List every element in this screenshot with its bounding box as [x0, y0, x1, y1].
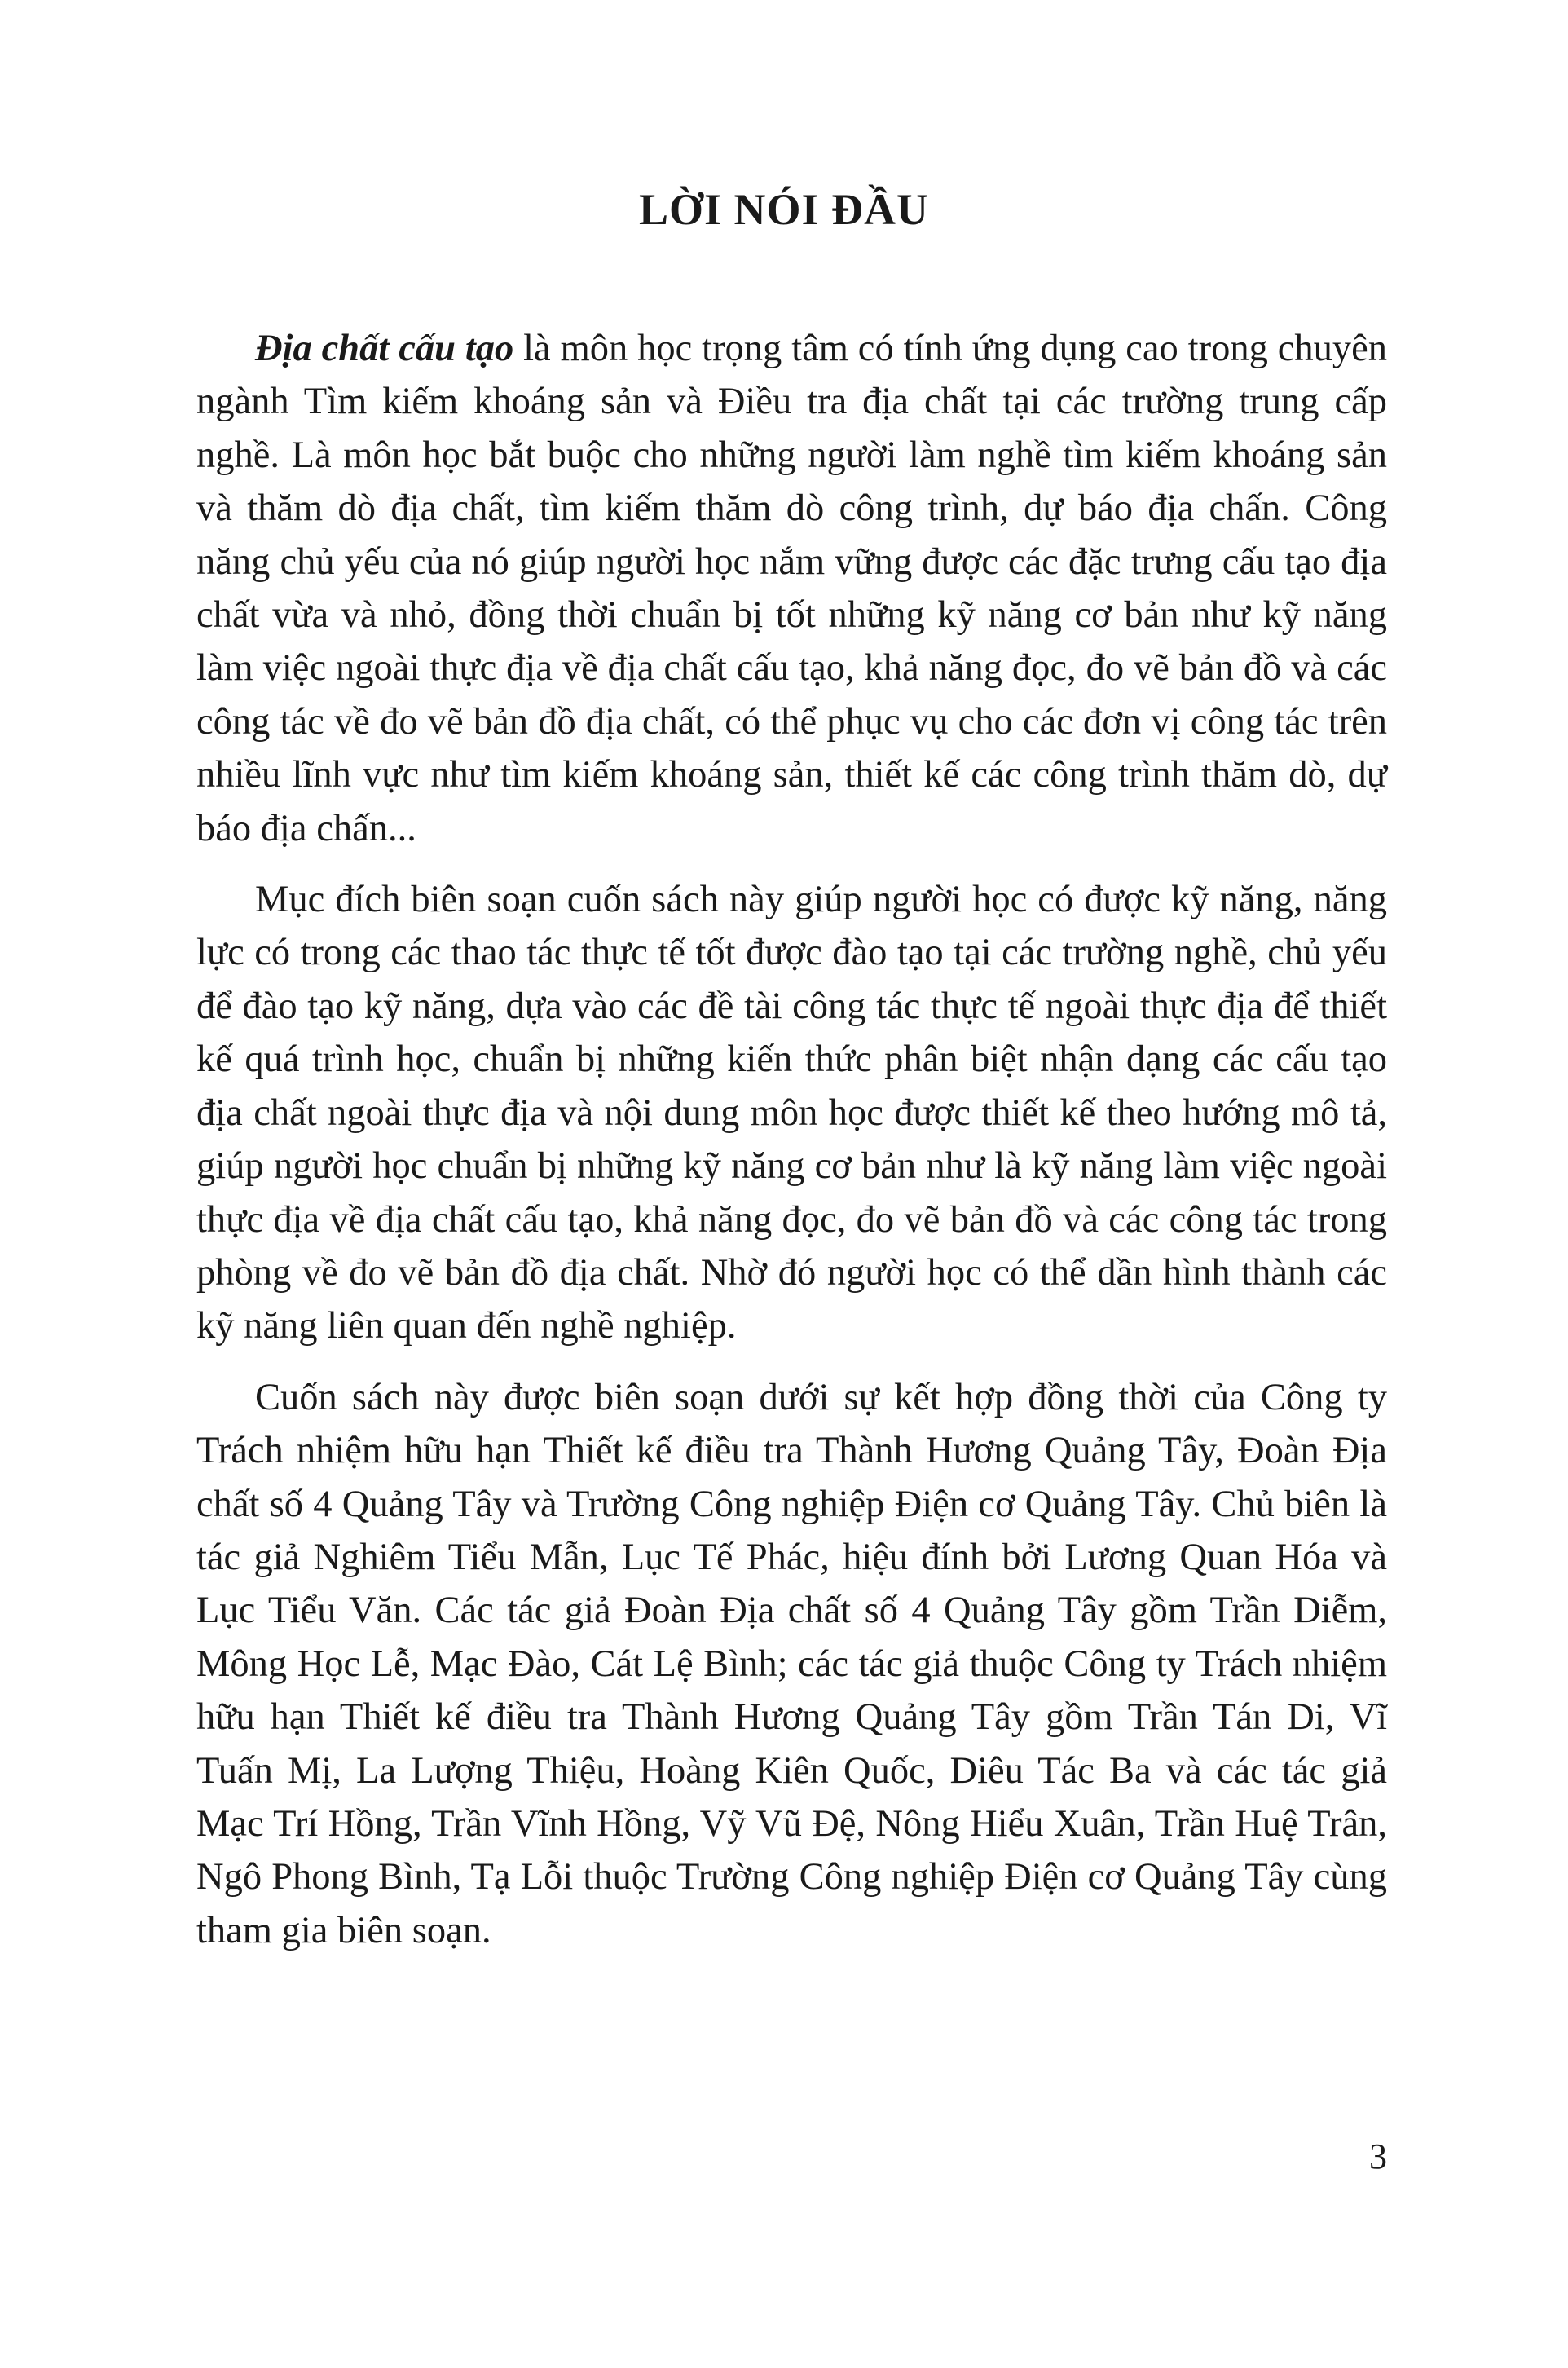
page-number: 3 — [1369, 2136, 1387, 2176]
paragraph-2 — [196, 873, 1387, 1353]
paragraph-2-text: Mục đích biên soạn cuốn sách này giúp người học có được kỹ năng, năng lực có trong các thao tác thực tế tốt được đào tạo tại các trường nghề, chủ yếu để đào tạo kỹ năng, dựa vào các đề tài công tác thực tế ngoài thực địa để thiết kế quá trình học, chuẩn bị những kiến thức phân biệt nhận dạng các cấu tạo địa chất ngoài thực địa và nội dung môn học được thiết kế theo hướng mô tả, giúp người học chuẩn bị những kỹ năng cơ bản như là kỹ năng làm việc ngoài thực địa về địa chất cấu tạo, khả năng đọc, đo vẽ bản đồ và các công tác trong phòng về đo vẽ bản đồ địa chất. Nhờ đó người học có thể dần hình thành các kỹ năng liên quan đến nghề nghiệp. — [196, 879, 1387, 1347]
paragraph-1-emphasis: Địa chất cấu tạo — [255, 328, 514, 369]
page-title: LỜI NÓI ĐẦU — [638, 185, 930, 234]
paragraph-3-text: Cuốn sách này được biên soạn dưới sự kết hợp đồng thời của Công ty Trách nhiệm hữu hạn Thiết kế điều tra Thành Hương Quảng Tây, Đoàn Địa chất số 4 Quảng Tây và Trường Công nghiệp Điện cơ Quảng Tây. Chủ biên là tác giả Nghiêm Tiểu Mẫn, Lục Tế Phác, hiệu đính bởi Lương Quan Hóa và Lục Tiểu Văn. Các tác giả Đoàn Địa chất số 4 Quảng Tây gồm Trần Diễm, Mông Học Lễ, Mạc Đào, Cát Lệ Bình; các tác giả thuộc Công ty Trách nhiệm hữu hạn Thiết kế điều tra Thành Hương Quảng Tây gồm Trần Tán Di, Vĩ Tuấn Mị, La Lượng Thiệu, Hoàng Kiên Quốc, Diêu Tác Ba và các tác giả Mạc Trí Hồng, Trần Vĩnh Hồng, Vỹ Vũ Đệ, Nông Hiểu Xuân, Trần Huệ Trân, Ngô Phong Bình, Tạ Lỗi thuộc Trường Công nghiệp Điện cơ Quảng Tây cùng tham gia biên soạn. — [196, 1376, 1387, 1951]
paragraph-1 — [196, 322, 1387, 855]
document-body — [196, 322, 1387, 1975]
paragraph-1-text: là môn học trọng tâm có tính ứng dụng cao trong chuyên ngành Tìm kiếm khoáng sản và Điều tra địa chất tại các trường trung cấp nghề. Là môn học bắt buộc cho những người làm nghề tìm kiếm khoáng sản và thăm dò địa chất, tìm kiếm thăm dò công trình, dự báo địa chấn. Công năng chủ yếu của nó giúp người học nắm vững được các đặc trưng cấu tạo địa chất vừa và nhỏ, đồng thời chuẩn bị tốt những kỹ năng cơ bản như kỹ năng làm việc ngoài thực địa về địa chất cấu tạo, khả năng đọc, đo vẽ bản đồ và các công tác về đo vẽ bản đồ địa chất, có thể phục vụ cho các đơn vị công tác trên nhiều lĩnh vực như tìm kiếm khoáng sản, thiết kế các công trình thăm dò, dự báo địa chấn... — [196, 328, 1387, 849]
paragraph-3 — [196, 1371, 1387, 1957]
